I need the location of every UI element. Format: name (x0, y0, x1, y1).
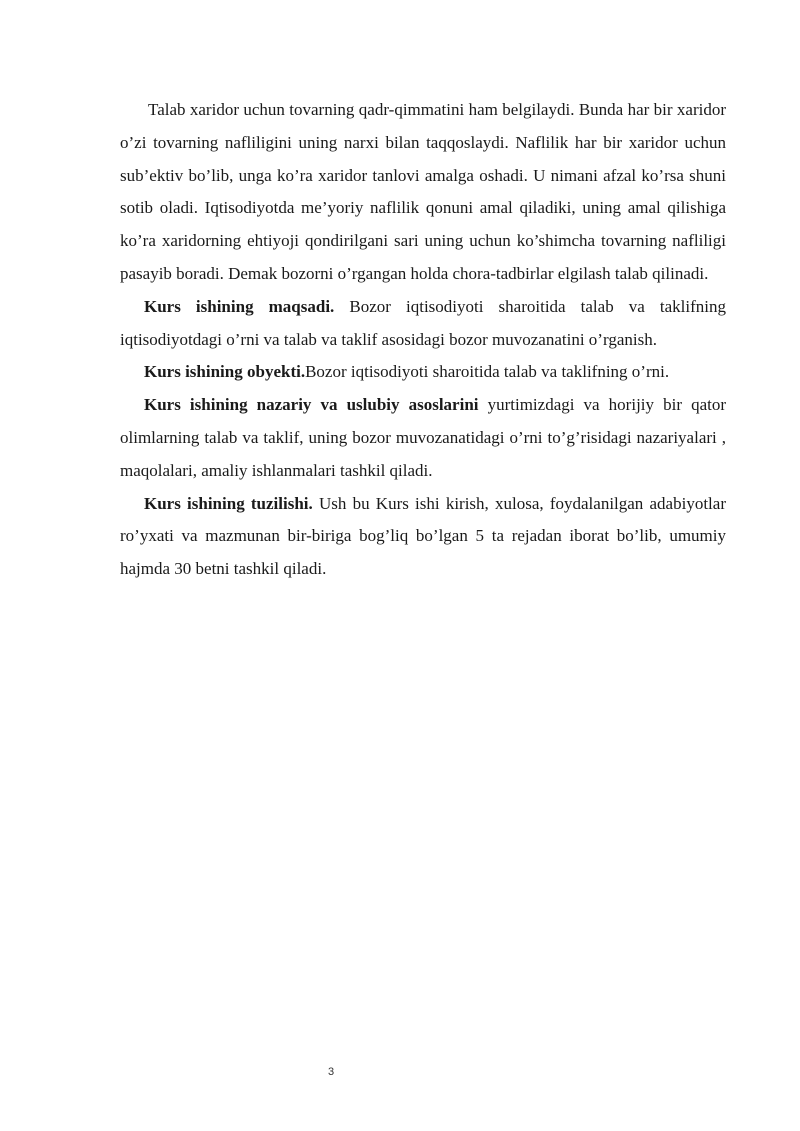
paragraph-structure (120, 488, 726, 586)
page-number: 3 (327, 1066, 335, 1078)
body-text (120, 94, 726, 586)
paragraph-intro-text: Talab xaridor uchun tovarning qadr-qimmatini ham belgilaydi. Bunda har bir xaridor o’zi tovarning nafliligini uning narxi bilan taqqoslaydi. Naflilik har bir xaridor uchun sub’ektiv bo’lib, unga ko’ra xaridor tanlovi amalga oshadi. U nimani afzal ko’rsa shuni sotib oladi. Iqtisodiyotda me’yoriy naflilik qonuni amal qiladiki, uning amal qilishiga ko’ra xaridorning ehtiyoji qondirilgani sari uning uchun ko’shimcha tovarning nafliligi pasayib boradi. Demak bozorni o’rgangan holda chora-tadbirlar elgilash talab qilinadi. (120, 100, 726, 283)
paragraph-structure-heading: Kurs ishining tuzilishi. (144, 493, 313, 513)
paragraph-purpose-heading: Kurs ishining maqsadi. (144, 296, 335, 316)
paragraph-foundations (120, 389, 726, 487)
paragraph-foundations-heading: Kurs ishining nazariy va uslubiy asoslarini (144, 395, 479, 415)
paragraph-purpose-text: Bozor iqtisodiyoti sharoitida talab va taklifning iqtisodiyotdagi o’rni va talab va taklif asosidagi bozor muvozanatini o’rganish. (120, 296, 726, 349)
paragraph-purpose (120, 291, 726, 357)
paragraph-object-text: Bozor iqtisodiyoti sharoitida talab va taklifning o’rni. (305, 362, 670, 382)
paragraph-foundations-text: yurtimizdagi va horijiy bir qator olimlarning talab va taklif, uning bozor muvozanatidagi o’rni to’g’risidagi nazariyalari , maqolalari, amaliy ishlanmalari tashkil qiladi. (120, 395, 726, 480)
paragraph-intro (120, 94, 726, 291)
paragraph-structure-text: Ush bu Kurs ishi kirish, xulosa, foydalanilgan adabiyotlar ro’yxati va mazmunan bir-biriga bog’liq bo’lgan 5 ta rejadan iborat bo’lib, umumiy hajmda 30 betni tashkil qiladi. (120, 493, 726, 579)
paragraph-object (120, 356, 726, 389)
paragraph-object-heading: Kurs ishining obyekti. (144, 362, 306, 382)
